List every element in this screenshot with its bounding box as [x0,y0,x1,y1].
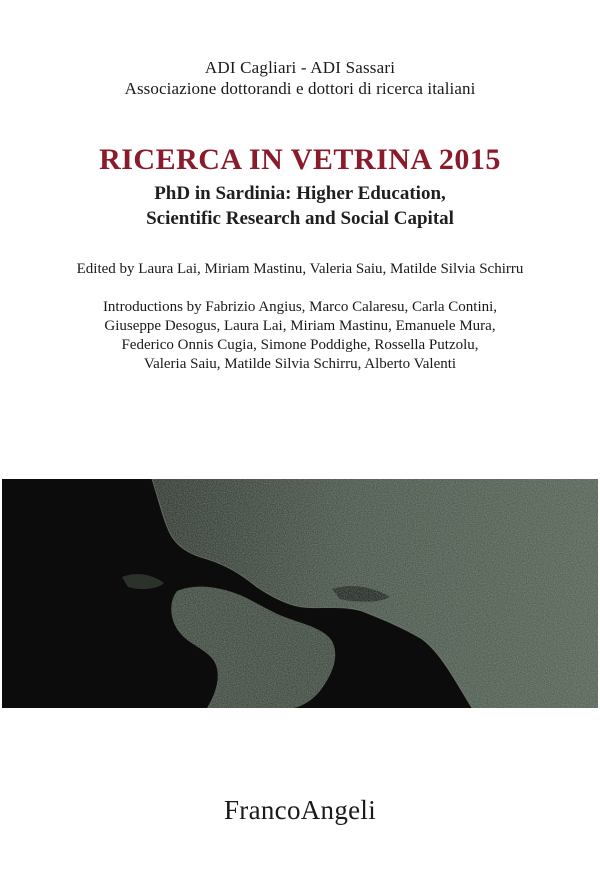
organization-name: ADI Cagliari - ADI Sassari [204,58,396,77]
book-title: RICERCA IN VETRINA 2015 [99,143,501,176]
editors-credit: Edited by Laura Lai, Miriam Mastinu, Valeria Saiu, Matilde Silvia Schirru [76,261,524,277]
introductions-line: Federico Onnis Cugia, Simone Poddighe, Rossella Putzolu, [121,337,479,353]
subtitle-line-2: Scientific Research and Social Capital [146,208,454,229]
subtitle-line-1: PhD in Sardinia: Higher Education, [154,183,446,204]
introductions-line: Introductions by Fabrizio Angius, Marco Calaresu, Carla Contini, [102,299,498,315]
satellite-image [2,479,598,708]
publisher-name: FrancoAngeli [223,795,377,825]
introductions-line: Valeria Saiu, Matilde Silvia Schirru, Alberto Valenti [143,356,457,372]
introductions-line: Giuseppe Desogus, Laura Lai, Miriam Mastinu, Emanuele Mura, [104,318,496,334]
organization-full-name: Associazione dottorandi e dottori di ricerca italiani [124,79,476,98]
satellite-coastline-illustration [2,479,598,708]
